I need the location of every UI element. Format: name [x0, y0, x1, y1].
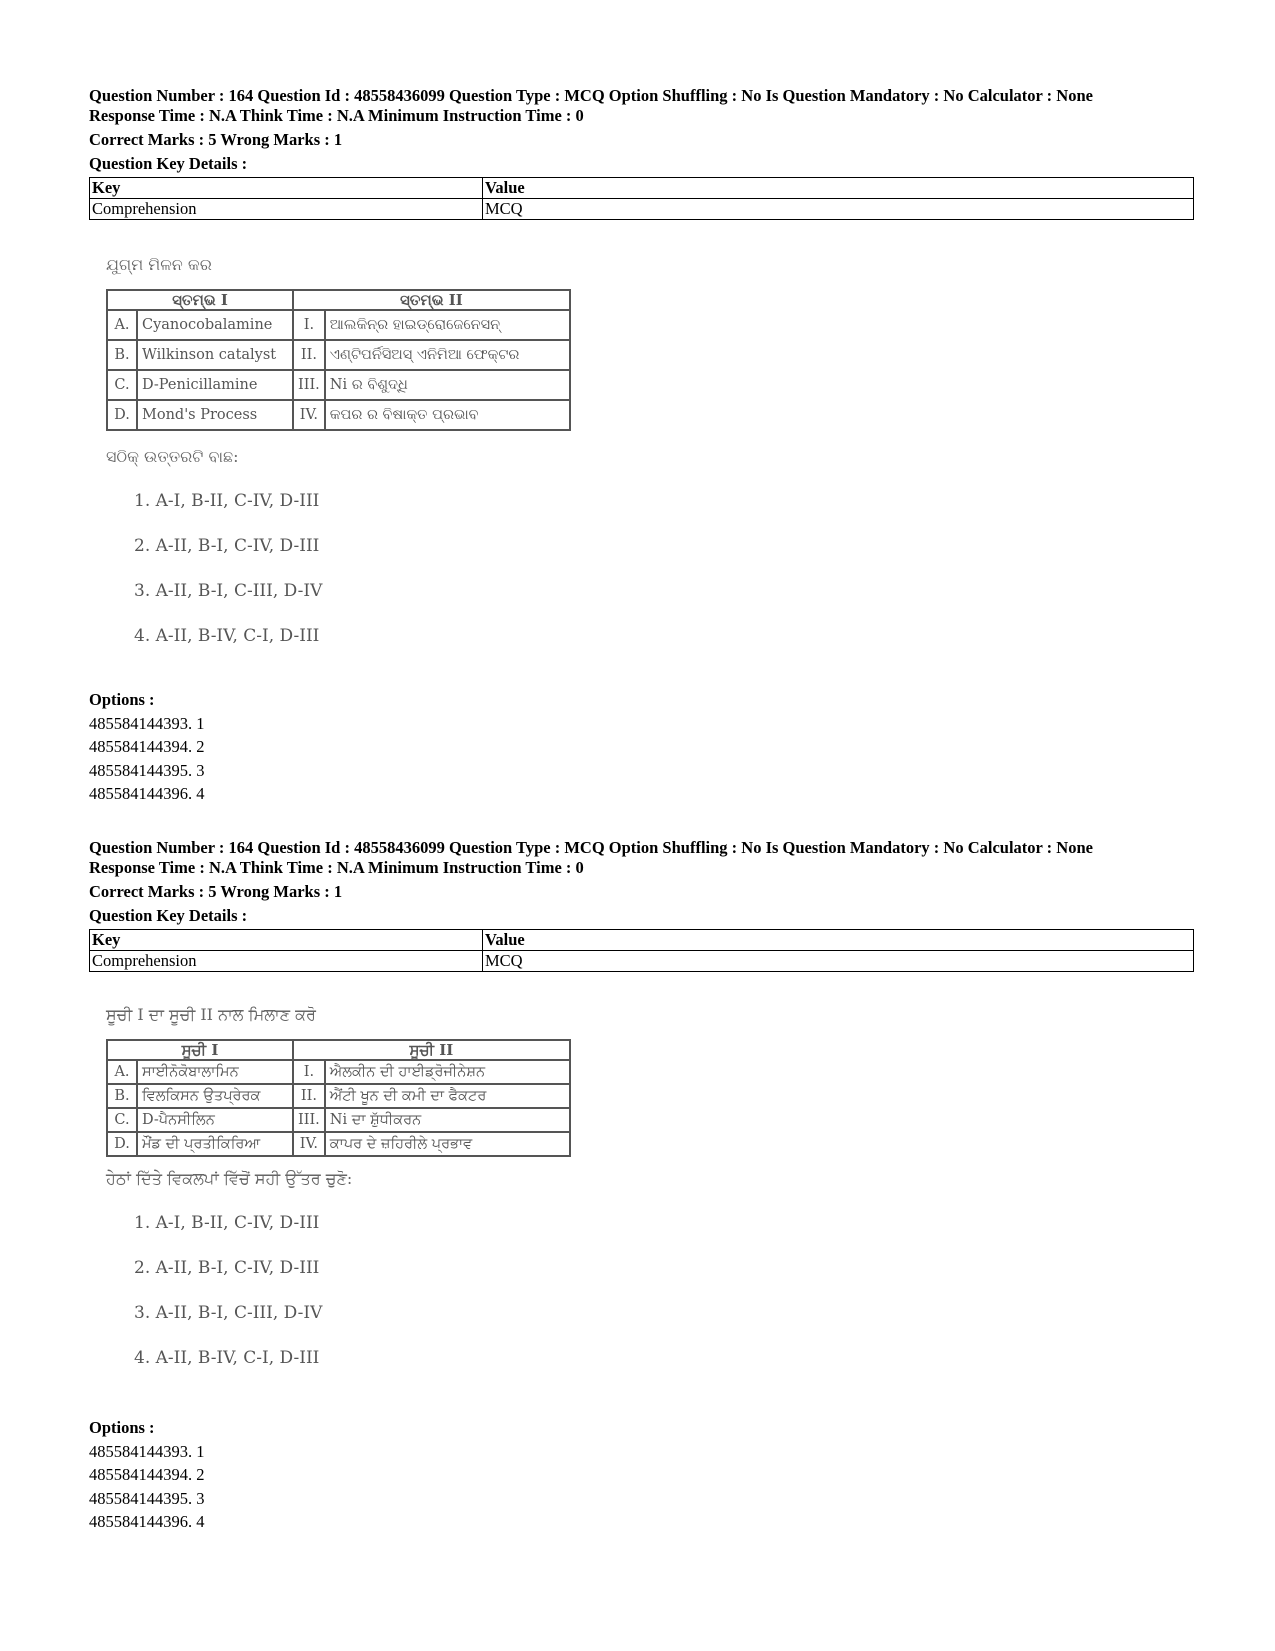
q1-options	[89, 688, 205, 806]
row-numeral: I.	[293, 1060, 325, 1084]
q1-key-table	[89, 177, 1194, 220]
q2-marks: Correct Marks : 5 Wrong Marks : 1	[89, 882, 343, 901]
q1-marks: Correct Marks : 5 Wrong Marks : 1	[89, 130, 343, 149]
q2-choose-text: ਹੇਠਾਂ ਦਿੱਤੇ ਵਿਕਲਪਾਂ ਵਿੱਚੋਂ ਸਹੀ ਉੱਤਰ ਚੁਣੋ:	[106, 1169, 353, 1188]
q1-choice-3: 3. A-II, B-I, C-III, D-IV	[134, 581, 323, 601]
row-letter: C.	[107, 370, 137, 400]
row-letter: C.	[107, 1108, 137, 1132]
q2-choice-2: 2. A-II, B-I, C-IV, D-III	[134, 1258, 320, 1278]
q2-meta-line1: Question Number : 164 Question Id : 48558436099 Question Type : MCQ Option Shuffling : No Is Question Mandatory : No Calculator : None	[89, 838, 1093, 857]
q2-key-header: Key	[90, 930, 483, 951]
q1-match-table	[106, 289, 571, 431]
q1-value-header: Value	[483, 178, 1194, 199]
q2-choice-1: 1. A-I, B-II, C-IV, D-III	[134, 1213, 320, 1233]
q2-match-table	[106, 1039, 571, 1157]
q1-key-cell: Comprehension	[90, 199, 483, 220]
q1-meta-line2: Response Time : N.A Think Time : N.A Minimum Instruction Time : 0	[89, 106, 584, 125]
q2-meta-line2: Response Time : N.A Think Time : N.A Minimum Instruction Time : 0	[89, 858, 584, 877]
row-numeral: III.	[293, 1108, 325, 1132]
q1-list-header-2: ସ୍ତମ୍ଭ II	[293, 290, 570, 310]
row-match: ଆଲକିନ୍‌ର ହାଇଡ୍ରୋଜେନେସନ୍	[325, 310, 570, 340]
row-item: D-Penicillamine	[137, 370, 293, 400]
row-match: ਕਾਪਰ ਦੇ ਜ਼ਹਿਰੀਲੇ ਪ੍ਰਭਾਵ	[325, 1132, 570, 1156]
row-item: Cyanocobalamine	[137, 310, 293, 340]
row-item: D-ਪੈਨਸੀਲਿਨ	[137, 1108, 293, 1132]
row-letter: D.	[107, 1132, 137, 1156]
table-row	[107, 1084, 570, 1108]
q2-key-details-label: Question Key Details :	[89, 906, 248, 925]
row-letter: D.	[107, 400, 137, 430]
q1-key-header: Key	[90, 178, 483, 199]
row-item: ਸਾਈਨੋਕੋਬਾਲਾਮਿਨ	[137, 1060, 293, 1084]
row-match: କପର ର ବିଷାକ୍ତ ପ୍ରଭାବ	[325, 400, 570, 430]
q1-list-header-1: ସ୍ତମ୍ଭ I	[107, 290, 293, 310]
q2-question-image	[106, 1005, 571, 1381]
row-numeral: IV.	[293, 1132, 325, 1156]
row-numeral: IV.	[293, 400, 325, 430]
q1-option-4: 485584144396. 4	[89, 784, 205, 803]
q1-meta-line1: Question Number : 164 Question Id : 48558436099 Question Type : MCQ Option Shuffling : No Is Question Mandatory : No Calculator : None	[89, 86, 1093, 105]
q1-choose-text: ସଠିକ୍ ଉତ୍ତରଟି ବାଛ:	[106, 447, 239, 466]
row-match: Ni ର ବିଶୁଦ୍ଧି	[325, 370, 570, 400]
row-item: ਵਿਲਕਿਸਨ ਉਤਪ੍ਰੇਰਕ	[137, 1084, 293, 1108]
q2-header	[89, 838, 1189, 972]
q1-choice-1: 1. A-I, B-II, C-IV, D-III	[134, 491, 320, 511]
row-match: ଏଣ୍ଟିପର୍ନିସିଅସ୍ ଏନିମିଆ ଫେକ୍ଟର	[325, 340, 570, 370]
row-match: ਐਲਕੀਨ ਦੀ ਹਾਈਡ੍ਰੋਜੀਨੇਸ਼ਨ	[325, 1060, 570, 1084]
q2-option-1: 485584144393. 1	[89, 1441, 205, 1461]
q2-choice-3: 3. A-II, B-I, C-III, D-IV	[134, 1303, 323, 1323]
table-row	[107, 370, 570, 400]
row-numeral: II.	[293, 1084, 325, 1108]
table-row	[107, 1108, 570, 1132]
row-letter: B.	[107, 340, 137, 370]
q1-instruction: ଯୁଗ୍ମ ମିଳନ କର	[106, 255, 212, 274]
q2-option-4: 485584144396. 4	[89, 1512, 205, 1531]
row-letter: B.	[107, 1084, 137, 1108]
table-row	[107, 1060, 570, 1084]
q2-list-header-2: ਸੂਚੀ II	[293, 1040, 570, 1060]
q1-question-image	[106, 255, 571, 659]
table-row	[107, 400, 570, 430]
q2-option-3: 485584144395. 3	[89, 1488, 205, 1508]
q2-options-label: Options :	[89, 1418, 155, 1437]
q1-choice-4: 4. A-II, B-IV, C-I, D-III	[134, 626, 320, 646]
q2-key-table	[89, 929, 1194, 972]
q2-option-2: 485584144394. 2	[89, 1465, 205, 1484]
q1-options-label: Options :	[89, 690, 155, 709]
q2-key-cell: Comprehension	[90, 951, 483, 972]
q1-option-2: 485584144394. 2	[89, 737, 205, 756]
table-row	[107, 1132, 570, 1156]
q2-value-cell: MCQ	[483, 951, 1194, 972]
q1-value-cell: MCQ	[483, 199, 1194, 220]
row-numeral: II.	[293, 340, 325, 370]
q2-list-header-1: ਸੂਚੀ I	[107, 1040, 293, 1060]
row-item: Mond's Process	[137, 400, 293, 430]
q2-instruction: ਸੂਚੀ I ਦਾ ਸੂਚੀ II ਨਾਲ ਮਿਲਾਣ ਕਰੋ	[106, 1005, 316, 1024]
q2-options	[89, 1416, 205, 1534]
q1-choice-2: 2. A-II, B-I, C-IV, D-III	[134, 536, 320, 556]
q1-option-1: 485584144393. 1	[89, 713, 205, 733]
table-row	[107, 310, 570, 340]
q1-key-details-label: Question Key Details :	[89, 154, 248, 173]
q1-header	[89, 86, 1189, 220]
q2-choice-4: 4. A-II, B-IV, C-I, D-III	[134, 1348, 320, 1368]
row-item: Wilkinson catalyst	[137, 340, 293, 370]
table-row	[107, 340, 570, 370]
row-match: ਐਂਟੀ ਖੂਨ ਦੀ ਕਮੀ ਦਾ ਫੈਕਟਰ	[325, 1084, 570, 1108]
row-letter: A.	[107, 310, 137, 340]
row-match: Ni ਦਾ ਸ਼ੁੱਧੀਕਰਨ	[325, 1108, 570, 1132]
row-numeral: I.	[293, 310, 325, 340]
q2-value-header: Value	[483, 930, 1194, 951]
row-item: ਮੌਂਡ ਦੀ ਪ੍ਰਤੀਕਿਰਿਆ	[137, 1132, 293, 1156]
row-letter: A.	[107, 1060, 137, 1084]
q1-option-3: 485584144395. 3	[89, 760, 205, 780]
row-numeral: III.	[293, 370, 325, 400]
